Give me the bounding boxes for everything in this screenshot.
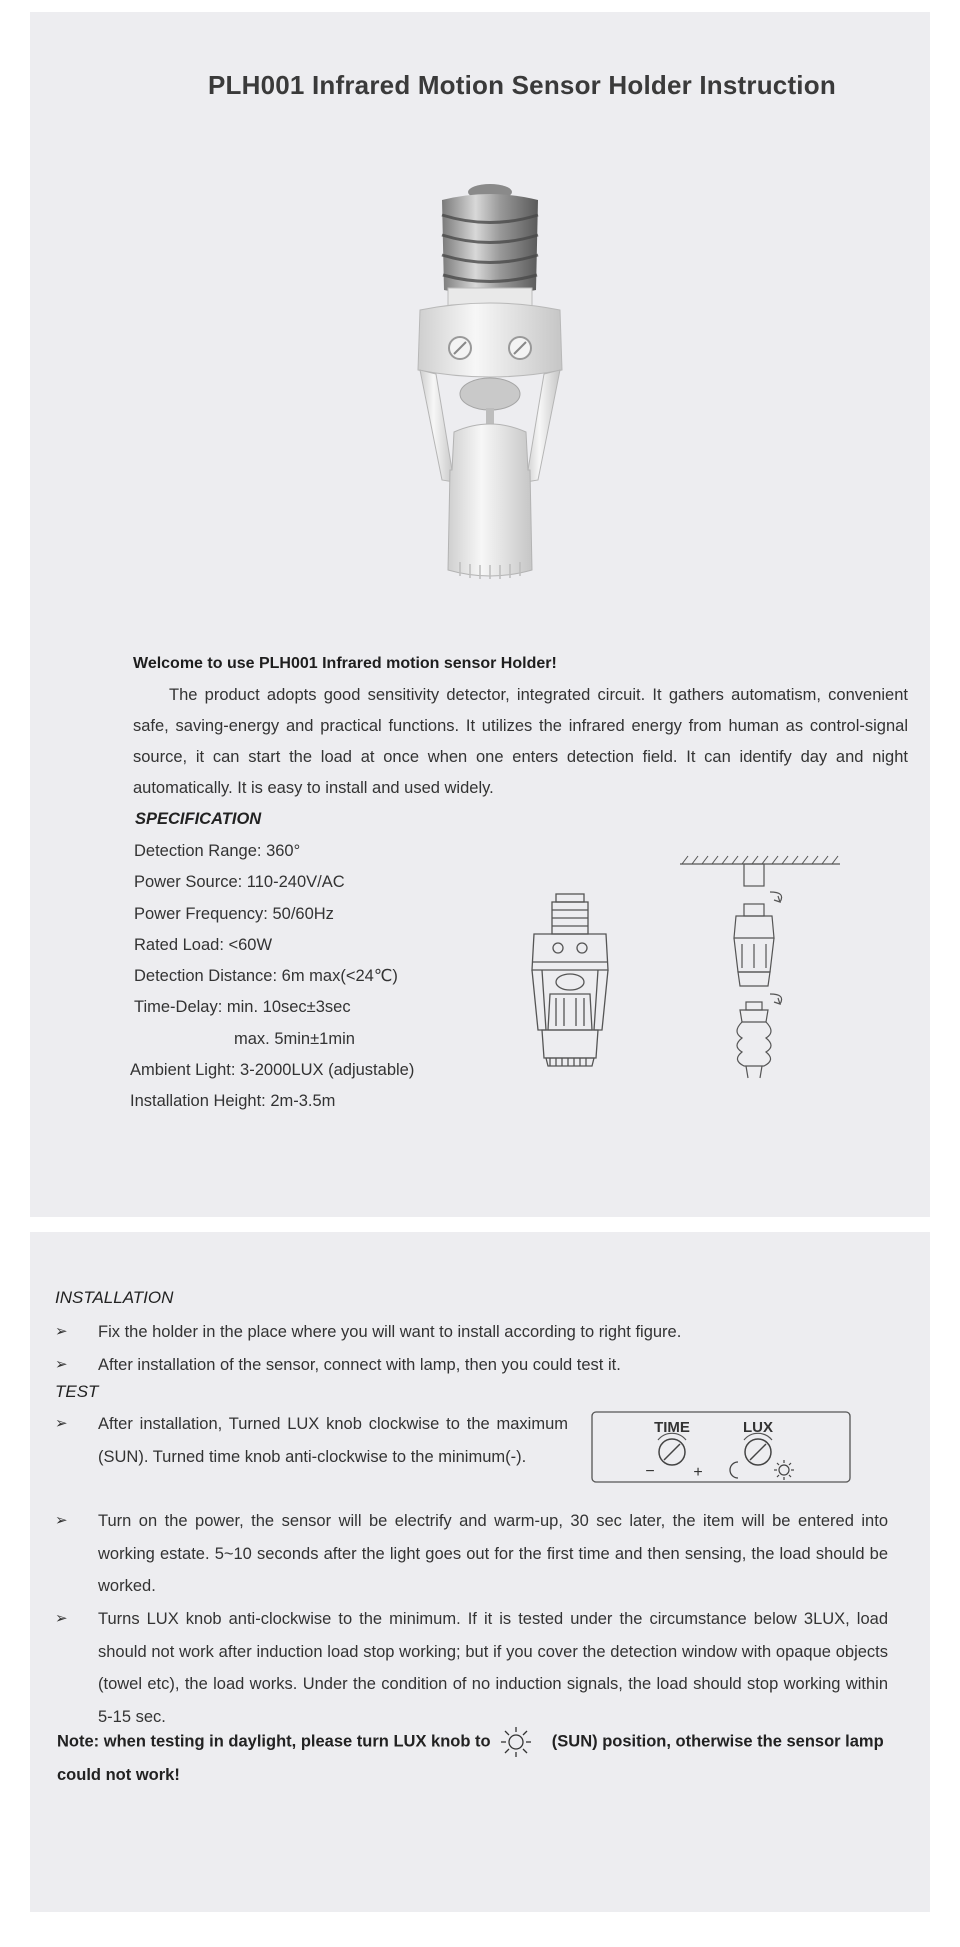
minus-sign: − xyxy=(645,1463,655,1480)
time-label: TIME xyxy=(654,1419,690,1436)
holder-line-drawing xyxy=(520,890,620,1080)
arrow-bullet-icon: ➢ xyxy=(55,1415,68,1432)
test-item xyxy=(55,1603,890,1733)
installation-item xyxy=(55,1316,890,1349)
spec-power-source: Power Source: 110-240V/AC xyxy=(134,873,345,892)
plus-sign: + xyxy=(693,1464,703,1481)
spec-detection-range: Detection Range: 360° xyxy=(134,842,301,860)
test-item xyxy=(55,1505,890,1603)
note-text-part-1: Note: when testing in daylight, please turn LUX knob to xyxy=(57,1732,491,1751)
spec-ambient-light: Ambient Light: 3-2000LUX (adjustable) xyxy=(130,1061,415,1080)
arrow-bullet-icon: ➢ xyxy=(55,1323,68,1340)
installation-text-2: After installation of the sensor, connect with lamp, then you could test it. xyxy=(98,1356,621,1374)
bulb-holder-image xyxy=(390,170,590,600)
test-text-1: After installation, Turned LUX knob clockwise to the maximum (SUN). Turned time knob anti-clockwise to the minimum(-). xyxy=(98,1415,568,1466)
moon-icon xyxy=(730,1462,738,1478)
sun-icon xyxy=(774,1460,794,1480)
installation-item xyxy=(55,1349,890,1382)
specification-list xyxy=(130,836,415,1118)
installation-text-1: Fix the holder in the place where you will want to install according to right figure. xyxy=(98,1323,682,1341)
test-text-2: Turn on the power, the sensor will be electrify and warm-up, 30 sec later, the item will be entered into working estate. 5~10 seconds after the light goes out for the first time and then sensing, the load should be worked. xyxy=(98,1512,888,1595)
arrow-bullet-icon: ➢ xyxy=(55,1610,68,1627)
instruction-page-2 xyxy=(30,1232,930,1912)
test-heading: TEST xyxy=(55,1382,99,1401)
note-text-part-2: (SUN) position, otherwise the sensor lamp could not work! xyxy=(57,1732,884,1784)
specification-heading: SPECIFICATION xyxy=(135,810,262,828)
sun-icon xyxy=(499,1725,533,1759)
test-text-3: Turns LUX knob anti-clockwise to the minimum. If it is tested under the circumstance below 3LUX, load should not work after induction load stop working; but if you cover the detection window with opaque objects (towel etc), the load works. Under the condition of no induction signals, the load should stop working within 5-15 sec. xyxy=(98,1610,888,1726)
instruction-page-1 xyxy=(30,12,930,1217)
lux-label: LUX xyxy=(743,1419,773,1436)
spec-time-delay-min: Time-Delay: min. 10sec±3sec xyxy=(134,998,351,1017)
spec-installation-height: Installation Height: 2m-3.5m xyxy=(130,1092,336,1111)
spec-power-frequency: Power Frequency: 50/60Hz xyxy=(134,904,334,923)
arrow-bullet-icon: ➢ xyxy=(55,1356,68,1373)
daylight-note xyxy=(57,1725,887,1792)
installation-diagram xyxy=(670,852,850,1092)
intro-paragraph: The product adopts good sensitivity detector, integrated circuit. It gathers automatism, convenient safe, saving-energy and practical functions. It utilizes the infrared energy from human as control-signal source, it can start the load at once when one enters detection field. It can identify day and night automatically. It is easy to install and used widely. xyxy=(133,686,908,797)
spec-time-delay-max: max. 5min±1min xyxy=(234,1029,355,1048)
knob-panel-diagram xyxy=(590,1410,854,1486)
spec-rated-load: Rated Load: <60W xyxy=(134,935,273,954)
welcome-heading: Welcome to use PLH001 Infrared motion sensor Holder! xyxy=(133,655,557,672)
arrow-bullet-icon: ➢ xyxy=(55,1512,68,1529)
installation-heading: INSTALLATION xyxy=(55,1288,174,1307)
spec-detection-distance: Detection Distance: 6m max(<24℃) xyxy=(134,967,398,986)
page-title: PLH001 Infrared Motion Sensor Holder Instruction xyxy=(208,70,836,100)
